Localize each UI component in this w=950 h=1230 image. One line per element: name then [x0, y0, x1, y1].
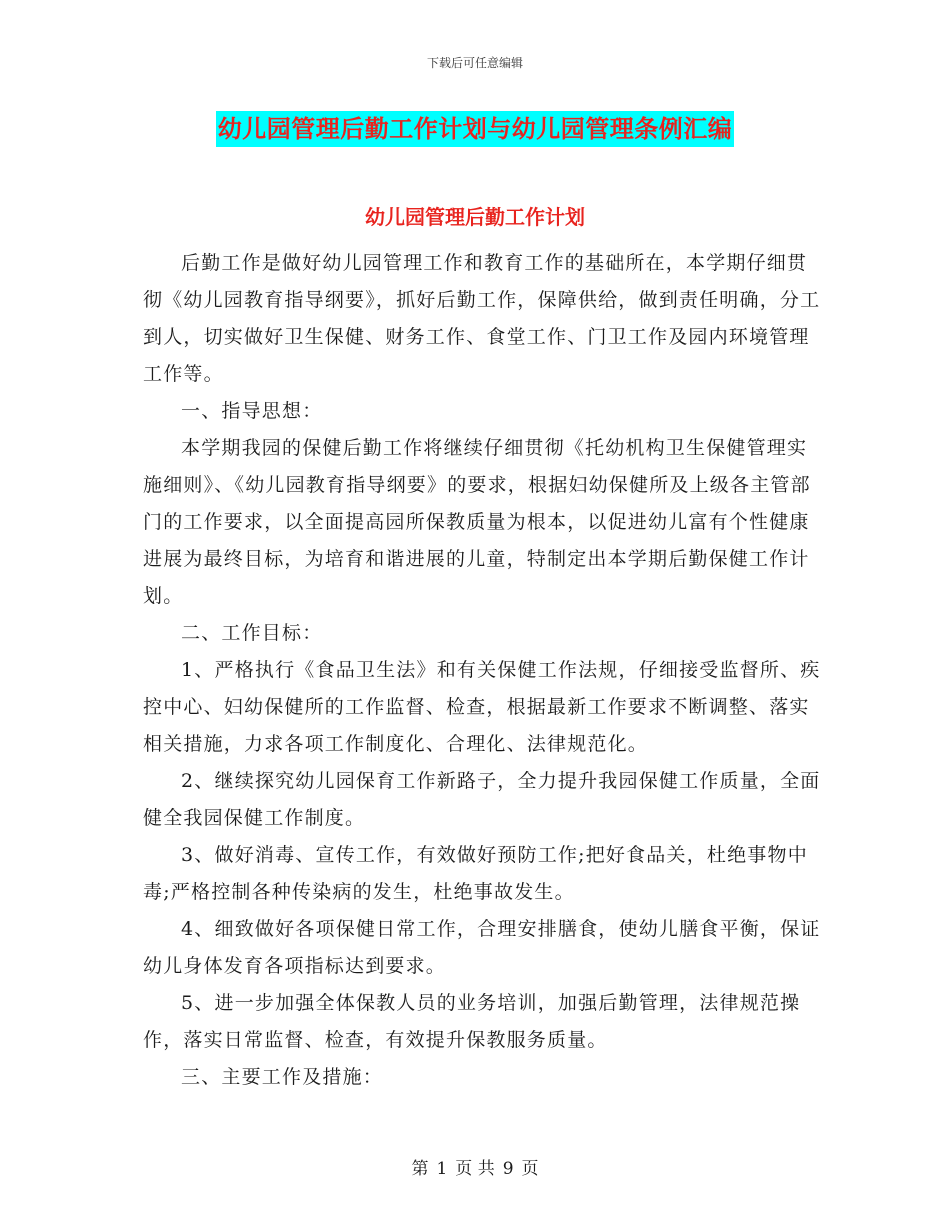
page-header-note: 下载后可任意编辑 — [426, 56, 523, 70]
footer-suffix: 页 — [521, 1159, 539, 1179]
footer-page-number: 1 — [436, 1159, 448, 1179]
paragraph-goal-5: 5、进一步加强全体保教人员的业务培训，加强后勤管理，法律规范操作，落实日常监督、检查，有效提升保教服务质量。 — [143, 992, 801, 1051]
paragraph-goal-3: 3、做好消毒、宣传工作，有效做好预防工作;把好食品关，杜绝事物中毒;严格控制各种传染病的发生，杜绝事故发生。 — [143, 844, 808, 903]
footer-prefix: 第 — [411, 1159, 429, 1179]
paragraph-goal-2: 2、继续探究幼儿园保育工作新路子，全力提升我园保健工作质量，全面健全我园保健工作制度。 — [143, 770, 821, 829]
paragraph-goal-1: 1、严格执行《食品卫生法》和有关保健工作法规，仔细接受监督所、疾控中心、妇幼保健所的工作监督、检查，根据最新工作要求不断调整、落实相关措施，力求各项工作制度化、合理化、法律规范化。 — [143, 659, 821, 755]
footer-middle: 页 共 — [455, 1159, 495, 1179]
document-body — [143, 245, 823, 1096]
main-title-container — [0, 111, 950, 147]
document-main-title: 幼儿园管理后勤工作计划与幼儿园管理条例汇编 — [216, 111, 735, 147]
paragraph-goal-4: 4、细致做好各项保健日常工作，合理安排膳食，使幼儿膳食平衡，保证幼儿身体发育各项指标达到要求。 — [143, 918, 821, 977]
footer-total-pages: 9 — [502, 1159, 514, 1179]
heading-work-goals: 二、工作目标： — [181, 622, 323, 644]
section-title: 幼儿园管理后勤工作计划 — [365, 205, 585, 229]
page-footer — [0, 1154, 950, 1179]
heading-main-work: 三、主要工作及措施： — [181, 1066, 384, 1088]
paragraph-guiding-thought: 本学期我园的保健后勤工作将继续仔细贯彻《托幼机构卫生保健管理实施细则》、《幼儿园教育指导纲要》的要求，根据妇幼保健所及上级各主管部门的工作要求，以全面提高园所保教质量为根本，以促进幼儿富有个性健康进展为最终目标，为培育和谐进展的儿童，特制定出本学期后勤保健工作计划。 — [143, 437, 811, 607]
paragraph-intro: 后勤工作是做好幼儿园管理工作和教育工作的基础所在，本学期仔细贯彻《幼儿园教育指导纲要》，抓好后勤工作，保障供给，做到责任明确，分工到人，切实做好卫生保健、财务工作、食堂工作、门卫工作及园内环境管理工作等。 — [143, 252, 821, 385]
heading-guiding-thought: 一、指导思想： — [181, 400, 323, 422]
